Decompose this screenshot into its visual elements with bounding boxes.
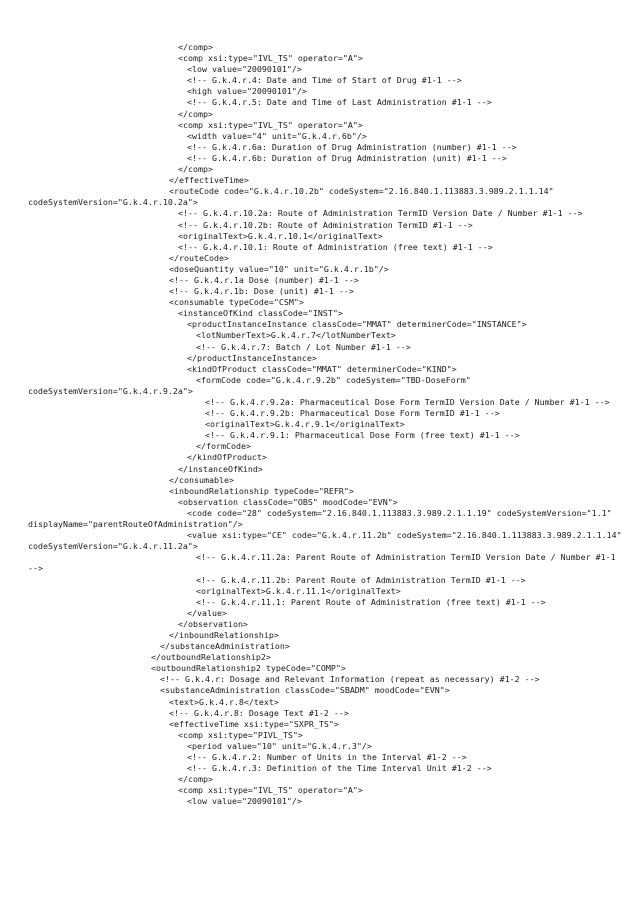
code-line: <originalText>G.k.4.r.11.1</originalText>	[196, 585, 401, 596]
code-line: <!-- G.k.4.r.9.2a: Pharmaceutical Dose Form TermID Version Date / Number #1-1 -->	[205, 397, 610, 407]
code-line: <comp xsi:type="IVL_TS" operator="A">	[178, 785, 363, 796]
code-line: <period value="10" unit="G.k.4.r.3"/>	[187, 740, 372, 751]
code-line: <!-- G.k.4.r.4: Date and Time of Start of Drug #1-1 -->	[187, 75, 462, 86]
code-line: </formCode>	[196, 441, 251, 452]
code-line: <substanceAdministration classCode="SBADM" moodCode="EVN">	[160, 685, 450, 696]
code-line: codeSystemVersion="G.k.4.r.9.2a">	[28, 385, 193, 396]
code-line: <comp xsi:type="IVL_TS" operator="A">	[178, 53, 363, 64]
code-line: <!-- G.k.4.r.11.2a: Parent Route of Administration TermID Version Date / Number #1-1	[196, 552, 616, 563]
code-line: </substanceAdministration>	[160, 641, 290, 652]
code-line: <comp xsi:type="PIVL_TS">	[178, 729, 303, 740]
code-line: <!-- G.k.4.r.1b: Dose (unit) #1-1 -->	[169, 286, 354, 297]
code-line: </inboundRelationship>	[169, 629, 279, 640]
code-line: <consumable typeCode="CSM">	[169, 297, 304, 308]
code-line: <low value="20090101"/>	[187, 64, 302, 75]
code-line: displayName="parentRouteOfAdministration"/>	[28, 519, 243, 530]
code-line: </instanceOfKind>	[178, 463, 263, 474]
code-line: </consumable>	[169, 474, 234, 485]
code-line: <!-- G.k.4.r.11.1: Parent Route of Administration (free text) #1-1 -->	[196, 596, 546, 607]
code-line: <effectiveTime xsi:type="SXPR_TS">	[169, 718, 339, 729]
code-line: <outboundRelationship2 typeCode="COMP">	[151, 663, 346, 674]
code-line: <lotNumberText>G.k.4.r.7</lotNumberText>	[196, 330, 396, 341]
code-line: </comp>	[178, 164, 213, 175]
code-line: <text>G.k.4.r.8</text>	[169, 696, 279, 707]
code-line: <!-- G.k.4.r.6a: Duration of Drug Administration (number) #1-1 -->	[187, 141, 517, 152]
xml-code-listing	[28, 42, 624, 807]
code-line: <originalText>G.k.4.r.9.1</originalText>	[205, 419, 405, 430]
code-line: codeSystemVersion="G.k.4.r.10.2a">	[28, 197, 198, 208]
code-line: <value xsi:type="CE" code="G.k.4.r.11.2b" codeSystem="2.16.840.1.113883.3.989.2.1.1.14"	[187, 530, 622, 541]
code-line: <!-- G.k.4.r.9.1: Pharmaceutical Dose Form (free text) #1-1 -->	[205, 430, 520, 441]
code-line: <!-- G.k.4.r.11.2b: Parent Route of Administration TermID #1-1 -->	[196, 574, 526, 585]
code-line: <!-- G.k.4.r.2: Number of Units in the Interval #1-2 -->	[187, 752, 467, 762]
code-line: </comp>	[178, 42, 213, 52]
code-line: <!-- G.k.4.r.10.1: Route of Administration (free text) #1-1 -->	[178, 241, 493, 252]
code-line: </comp>	[178, 108, 213, 119]
code-line: </observation>	[178, 618, 248, 629]
code-line: </value>	[187, 607, 227, 618]
code-line: -->	[28, 563, 43, 574]
code-line: <originalText>G.k.4.r.10.1</originalText>	[178, 230, 383, 241]
code-line: <!-- G.k.4.r.8: Dosage Text #1-2 -->	[169, 707, 349, 718]
code-line: </kindOfProduct>	[187, 452, 267, 463]
code-line: <doseQuantity value="10" unit="G.k.4.r.1b"/>	[169, 263, 389, 274]
code-line: </effectiveTime>	[169, 175, 249, 186]
code-line: <instanceOfKind classCode="INST">	[178, 308, 343, 319]
code-line: </productInstanceInstance>	[187, 352, 317, 363]
code-line: </routeCode>	[169, 252, 229, 263]
code-line: <!-- G.k.4.r.3: Definition of the Time Interval Unit #1-2 -->	[187, 763, 492, 774]
code-line: <!-- G.k.4.r.6b: Duration of Drug Administration (unit) #1-1 -->	[187, 152, 507, 163]
code-line: <!-- G.k.4.r.5: Date and Time of Last Administration #1-1 -->	[187, 97, 492, 108]
code-line: <low value="20090101"/>	[187, 796, 302, 807]
code-line: <!-- G.k.4.r.1a Dose (number) #1-1 -->	[169, 274, 359, 285]
code-line: <!-- G.k.4.r.10.2b: Route of Administration TermID #1-1 -->	[178, 219, 473, 230]
code-line: <observation classCode="OBS" moodCode="EVN">	[178, 496, 398, 507]
code-line: <code code="28" codeSystem="2.16.840.1.113883.3.989.2.1.1.19" codeSystemVersion="1.1"	[187, 507, 612, 518]
code-line: <!-- G.k.4.r: Dosage and Relevant Information (repeat as necessary) #1-2 -->	[160, 674, 540, 685]
code-line: <!-- G.k.4.r.9.2b: Pharmaceutical Dose Form TermID #1-1 -->	[205, 408, 500, 419]
code-line: <comp xsi:type="IVL_TS" operator="A">	[178, 119, 363, 130]
code-line: <inboundRelationship typeCode="REFR">	[169, 485, 354, 496]
code-line: <routeCode code="G.k.4.r.10.2b" codeSystem="2.16.840.1.113883.3.989.2.1.1.14"	[169, 186, 554, 197]
code-line: <high value="20090101"/>	[187, 86, 307, 97]
code-line: <!-- G.k.4.r.7: Batch / Lot Number #1-1 -->	[196, 341, 411, 352]
code-line: <!-- G.k.4.r.10.2a: Route of Administration TermID Version Date / Number #1-1 -->	[178, 208, 583, 219]
code-line: <productInstanceInstance classCode="MMAT" determinerCode="INSTANCE">	[187, 319, 527, 330]
code-line: <kindOfProduct classCode="MMAT" determinerCode="KIND">	[187, 363, 457, 374]
code-line: </outboundRelationship2>	[151, 652, 271, 663]
code-line: codeSystemVersion="G.k.4.r.11.2a">	[28, 541, 198, 552]
code-line: <formCode code="G.k.4.r.9.2b" codeSystem="TBD-DoseForm"	[196, 374, 471, 385]
code-line: <width value="4" unit="G.k.4.r.6b"/>	[187, 130, 367, 141]
code-line: </comp>	[178, 774, 213, 785]
